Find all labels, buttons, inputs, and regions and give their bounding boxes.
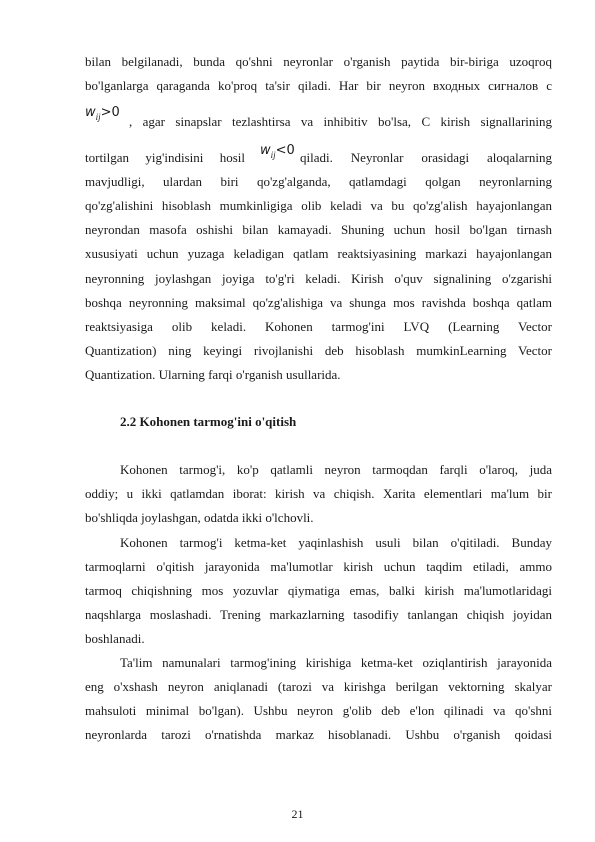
math-inequality-positive [85,102,133,122]
text-line: bilan belgilanadi, bunda qo'shni neyronlar o'rganish paytida bir-biriga uzoqroq [85,54,552,69]
text-line: neyronlarda tarozi o'rnatishda markaz hisoblanadi. Ushbu o'rganish qoidasi [85,727,552,742]
text-line: boshlanadi. [85,631,145,646]
text-line: bo'lganlarga qaraganda ko'proq ta'sir qiladi. Har bir neyron входных сигналов с [85,78,552,93]
math-relation: <0 [275,143,295,158]
page-number: 21 [291,807,304,821]
text-line: boshqa neyronning maksimal qo'zg'alishiga va shunga mos ravishda boshqa qatlam [85,295,552,310]
text-line: Quantization) ning keyingi rivojlanishi deb hisoblash mumkinLearning Vector [85,343,552,358]
text-line: qo'zg'alishini hisoblash mumkinligiga olib keladi va bu qo'zg'alish hayajonlangan [85,198,552,213]
text-line: Kohonen tarmog'i ketma-ket yaqinlashish usuli bilan o'qitiladi. Bunday [120,535,552,550]
text-line: , agar sinapslar tezlashtirsa va inhibitiv bo'lsa, С kirish signallarining [129,114,552,129]
text-line: tarmoqlarni o'qitish jarayonida ma'lumotlar kirish uchun taqdim etiladi, ammo [85,559,552,574]
math-relation: >0 [100,105,120,120]
text-line: tarmoq chiqishning mos yozuvlar qiymatiga emas, balki kirish ma'lumotlaridagi [85,583,552,598]
math-subscript: ij [270,150,276,160]
text-line: eng o'xshash neyron aniqlanadi (tarozi va kirishga berilgan vektorning skalyar [85,679,552,694]
text-line: Ta'lim namunalari tarmog'ining kirishiga ketma-ket oziqlantirish jarayonida [120,655,552,670]
text-line: mahsuloti minimal bo'lgan). Ushbu neyron g'olib deb e'lon qilinadi va qo'shni [85,703,552,718]
text-fragment: tortilgan yig'indisini hosil [85,150,245,165]
text-line: Kohonen tarmog'i, ko'p qatlamli neyron tarmoqdan farqli o'laroq, juda [120,462,552,477]
math-subscript: ij [95,112,101,122]
section-heading: 2.2 Kohonen tarmog'ini o'qitish [120,414,297,429]
math-weight-symbol: w [85,105,96,120]
text-line: neyrondan masofa oshishi bilan kamayadi. Shuning uchun hosil bo'lgan tirnash [85,222,552,237]
text-line: bo'shliqda joylashgan, odatda ikki o'lchovli. [85,510,314,525]
text-line: Quantization. Ularning farqi o'rganish usullarida. [85,367,341,382]
text-line: oddiy; u ikki qatlamdan iborat: kirish va chiqish. Xarita elementlari ma'lum bir [85,486,552,501]
text-line: xususiyati uchun yuzaga keladigan qatlam reaktsiyasining markazi hayajonlangan [85,246,552,261]
text-line [85,148,245,168]
text-line: qiladi. Neyronlar orasidagi aloqalarning [300,150,552,165]
text-line: neyronning joylashgan joyiga to'g'ri keladi. Kirish o'quv signalining o'zgarishi [85,271,552,286]
text-line: naqshlarga moslashadi. Trening markazlarning tasodifiy tanlangan chiqish joyidan [85,607,552,622]
math-weight-symbol: w [260,143,271,158]
text-line: reaktsiyasiga olib keladi. Kohonen tarmog'ini LVQ (Learning Vector [85,319,552,334]
text-line: mavjudligi, ulardan biri qo'zg'alganda, qatlamdagi qolgan neyronlarning [85,174,552,189]
